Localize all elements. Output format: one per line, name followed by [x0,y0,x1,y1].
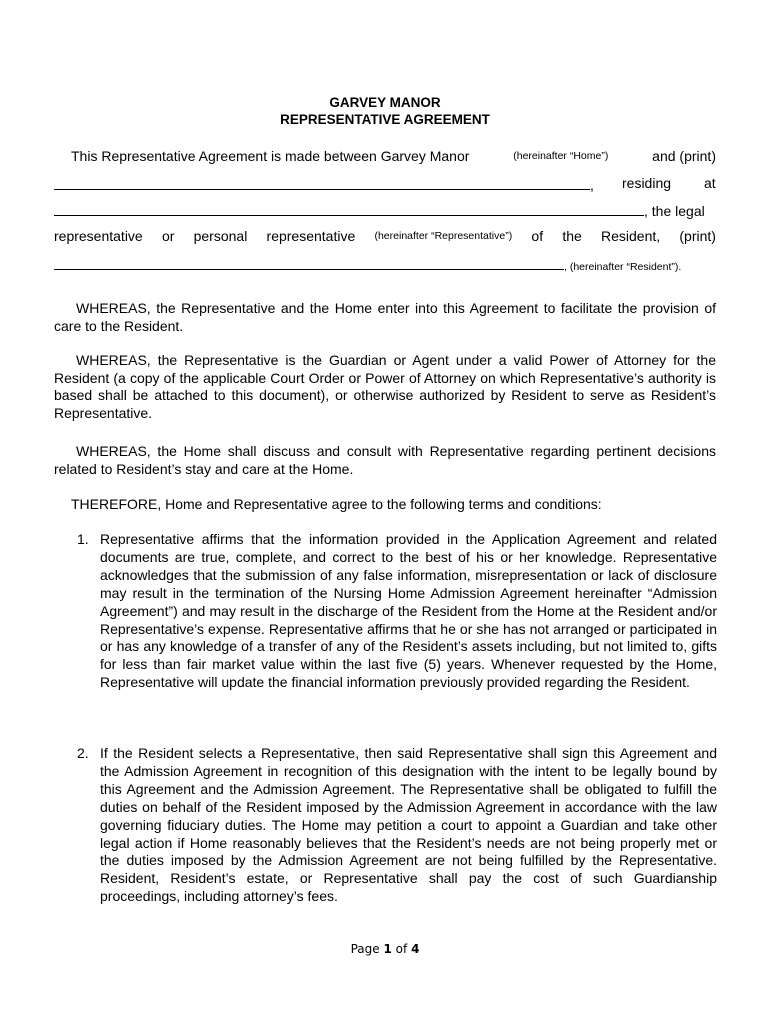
page-number: 1 [383,942,392,956]
page-label: Page [350,942,380,956]
name-blank[interactable] [54,175,590,190]
print-label: and (print) [652,148,716,164]
representative-definition: (hereinafter “Representative”) [374,230,513,242]
at-label: at [704,175,716,191]
term-number: 2. [77,745,89,761]
document-title: GARVEY MANOR [329,95,441,110]
intro-line-4: representative or personal representative (hereinafter “Representative”) of the Resident, (print) [54,228,716,244]
intro-line-3: , the legal [54,201,705,219]
residing-label: residing [622,175,672,191]
intro-text: This Representative Agreement is made between Garvey Manor [71,148,470,164]
therefore-paragraph: THEREFORE, Home and Representative agree to the following terms and conditions: [71,496,602,512]
whereas-paragraph-3: WHEREAS, the Home shall discuss and consult with Representative regarding pertinent decisions related to Resident’s stay and care at the Home. [54,443,716,477]
page-total: 4 [411,942,420,956]
intro-line-1 [71,148,716,164]
term-number: 1. [77,531,89,547]
document-subtitle: REPRESENTATIVE AGREEMENT [280,112,490,127]
resident-definition: , (hereinafter “Resident”). [564,261,682,273]
term-item-1 [77,531,717,692]
intro-line-5 [54,255,681,273]
term-text: If the Resident selects a Representative, then said Representative shall sign this Agreement and the Admission Agreement in recognition of this designation with the intent to be legally bound by this Agreement and the Admission Agreement. The Representative shall be obligated to fulfill the duties on behalf of the Resident imposed by the Admission Agreement in accordance with the law governing fiduciary duties. The Home may petition a court to appoint a Guardian and take other legal action if Home reasonably believes that the Resident’s needs are not being properly met or the duties imposed by the Admission Agreement are not being fulfilled by the Representative. Resident, Resident’s estate, or Representative shall pay the cost of such Guardianship proceedings, including attorney’s fees. [100,745,717,905]
resident-name-blank[interactable] [54,255,564,270]
of-label: of [395,942,408,956]
whereas-paragraph-1: WHEREAS, the Representative and the Home enter into this Agreement to facilitate the provision of care to the Resident. [54,300,716,334]
intro-line-2: , [54,175,594,193]
home-definition: (hereinafter “Home”) [513,150,609,162]
address-blank[interactable] [54,201,644,216]
whereas-paragraph-2: WHEREAS, the Representative is the Guardian or Agent under a valid Power of Attorney for the Resident (a copy of the applicable Court Order or Power of Attorney on which Representative’s authority is based shall be attached to this document), or otherwise authorized by Resident to serve as Resident’s Representative. [54,352,716,421]
term-text: Representative affirms that the information provided in the Application Agreement and related documents are true, complete, and correct to the best of his or her knowledge. Representative acknowledges that the submission of any false information, misrepresentation or lack of disclosure may result in the termination of the Nursing Home Admission Agreement hereinafter “Admission Agreement”) and may result in the discharge of the Resident from the Home at the Resident and/or Representative’s expense. Representative affirms that he or she has not arranged or participated in or has any knowledge of a transfer of any of the Resident’s assets including, but not limited to, gifts for less than fair market value within the last five (5) years. Whenever requested by the Home, Representative will update the financial information previously provided regarding the Resident. [100,531,717,691]
page-footer [0,942,770,956]
term-item-2 [77,745,717,906]
